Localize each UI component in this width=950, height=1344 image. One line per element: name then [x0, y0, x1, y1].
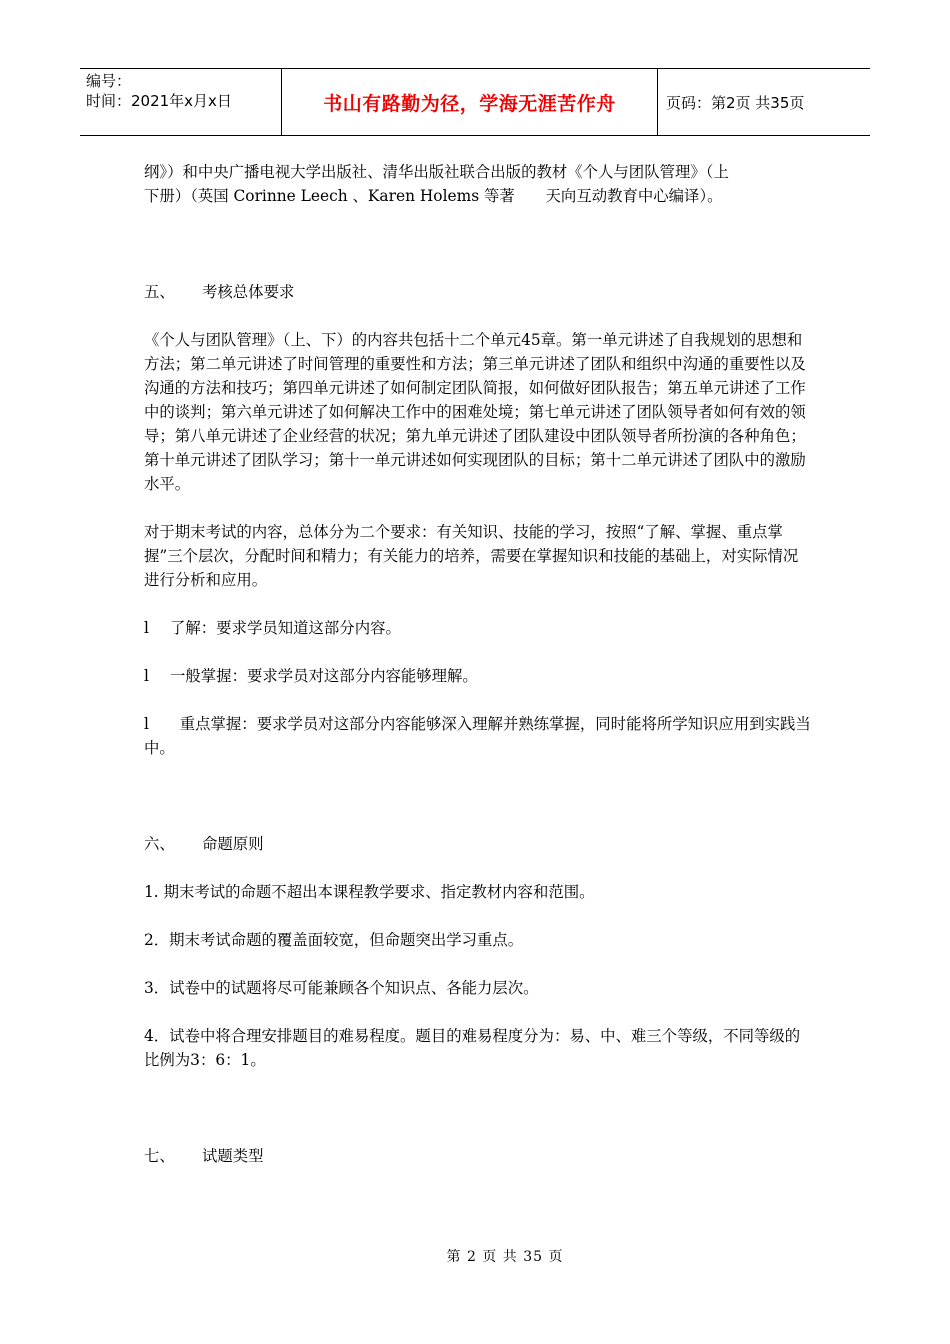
- bullet-mark: l: [144, 619, 149, 637]
- principle-item-2: 2．期末考试命题的覆盖面较宽，但命题突出学习重点。: [144, 931, 524, 949]
- bullet-item: [144, 616, 812, 640]
- bullet-text: 重点掌握：要求学员对这部分内容能够深入理解并熟练掌握，同时能将所学知识应用到实践当中。: [144, 715, 811, 757]
- intro-line-1: 纲》）和中央广播电视大学出版社、清华出版社联合出版的教材《个人与团队管理》（上: [144, 163, 729, 181]
- code-label: 编号：: [86, 72, 132, 90]
- section-5-number: 五、: [144, 283, 175, 301]
- time-label: 时间：2021年x月x日: [86, 92, 232, 110]
- section-6-number: 六、: [144, 835, 175, 853]
- section-5-heading: [144, 280, 812, 304]
- section-7-title: 试题类型: [202, 1147, 264, 1165]
- bullet-item: [144, 712, 812, 760]
- bullet-text: 一般掌握：要求学员对这部分内容能够理解。: [170, 667, 478, 685]
- page-header: [80, 68, 870, 136]
- intro-line-2: 下册）（英国 Corinne Leech 、Karen Holems 等著 天向互动教育中心编译）。: [144, 187, 723, 205]
- bullet-mark: l: [144, 715, 149, 733]
- principle-item-3: 3．试卷中的试题将尽可能兼顾各个知识点、各能力层次。: [144, 979, 539, 997]
- page-footer: 第 2 页 共 35 页: [446, 1249, 564, 1265]
- document-body: [144, 160, 812, 1168]
- section-7-heading: [144, 1144, 812, 1168]
- header-page-info: 页码：第2页 共35页: [666, 93, 805, 112]
- section-5-paragraph-2: 对于期末考试的内容，总体分为二个要求：有关知识、技能的学习，按照“了解、掌握、重点掌握”三个层次，分配时间和精力；有关能力的培养，需要在掌握知识和技能的基础上，对实际情况进行分析和应用。: [144, 523, 799, 589]
- bullet-text: 了解：要求学员知道这部分内容。: [170, 619, 401, 637]
- section-5-title: 考核总体要求: [202, 283, 295, 301]
- bullet-mark: l: [144, 667, 149, 685]
- section-6-heading: [144, 832, 812, 856]
- section-5-paragraph-1: 《个人与团队管理》（上、下）的内容共包括十二个单元45章。第一单元讲述了自我规划的思想和方法；第二单元讲述了时间管理的重要性和方法；第三单元讲述了团队和组织中沟通的重要性以及沟通的方法和技巧；第四单元讲述了如何制定团队简报，如何做好团队报告；第五单元讲述了工作中的谈判；第六单元讲述了如何解决工作中的困难处境；第七单元讲述了团队领导者如何有效的领导；第八单元讲述了企业经营的状况；第九单元讲述了团队建设中团队领导者所扮演的各种角色；第十单元讲述了团队学习；第十一单元讲述如何实现团队的目标；第十二单元讲述了团队中的激励水平。: [144, 331, 806, 493]
- principle-item-4: 4．试卷中将合理安排题目的难易程度。题目的难易程度分为：易、中、难三个等级，不同等级的比例为3：6：1。: [144, 1027, 801, 1069]
- bullet-item: [144, 664, 812, 688]
- section-6-title: 命题原则: [202, 835, 264, 853]
- header-motto: 书山有路勤为径，学海无涯苦作舟: [282, 69, 658, 135]
- principle-item-1: 1. 期末考试的命题不超出本课程教学要求、指定教材内容和范围。: [144, 883, 595, 901]
- section-7-number: 七、: [144, 1147, 175, 1165]
- header-meta: [80, 69, 282, 135]
